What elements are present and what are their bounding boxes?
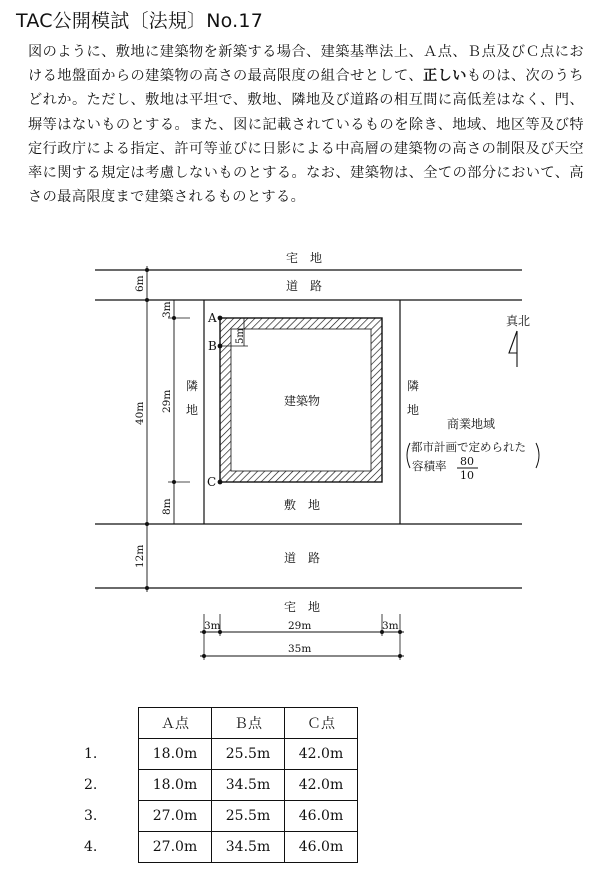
dim-road-top: 6m xyxy=(134,275,146,292)
cell-c: 42.0m xyxy=(285,770,358,801)
cell-a: 27.0m xyxy=(139,801,212,832)
cell-c: 42.0m xyxy=(285,739,358,770)
point-b-label: B xyxy=(208,339,217,353)
cell-b: 34.5m xyxy=(212,832,285,863)
cell-a: 18.0m xyxy=(139,739,212,770)
dim-h-right: 3m xyxy=(382,620,399,632)
neighbor-right-1: 隣 xyxy=(407,379,420,393)
zone-note-2: 容積率 xyxy=(412,459,447,473)
choice-number: 2. xyxy=(84,777,98,793)
cell-b: 34.5m xyxy=(212,770,285,801)
answer-header-row xyxy=(84,708,358,739)
cell-c: 46.0m xyxy=(285,832,358,863)
header-b: Ｂ点 xyxy=(212,708,285,739)
dim-a-offset: 3m xyxy=(161,301,173,318)
neighbor-left-2: 地 xyxy=(186,403,199,417)
neighbor-right-2: 地 xyxy=(407,403,420,417)
question-text-after: ものは、次のうちどれか。ただし、敷地は平坦で、敷地、隣地及び道路の相互間に高低差はなく、門、塀等はないものとする。また、図に記載されているものを除き、地域、地区等及び特定行政庁による指定、許可等並びに日影による中高層の建築物の高さの制限及び天空率に関する規定は考慮しないものとする。なお、建築物は、全ての部分において、高さの最高限度まで建築されるものとする。 xyxy=(28,68,584,206)
choice-number: 3. xyxy=(84,808,98,824)
cell-a: 27.0m xyxy=(139,832,212,863)
answer-row xyxy=(84,770,358,801)
far-denominator: 10 xyxy=(460,469,474,482)
answer-row xyxy=(84,739,358,770)
dim-h-left: 3m xyxy=(204,620,221,632)
page-title: TAC公開模試〔法規〕No.17 xyxy=(16,10,263,32)
bottom-land-label: 宅 地 xyxy=(284,600,321,614)
point-c-label: C xyxy=(207,475,217,489)
answer-table xyxy=(84,707,358,863)
question-text xyxy=(28,40,584,209)
choice-number: 1. xyxy=(84,746,98,762)
answer-row xyxy=(84,801,358,832)
far-numerator: 80 xyxy=(460,455,474,468)
bottom-road-label: 道 路 xyxy=(284,551,321,565)
north-label: 真北 xyxy=(506,314,531,328)
answer-row xyxy=(84,832,358,863)
point-c-dot xyxy=(218,480,223,485)
dim-mid-v: 29m xyxy=(161,389,173,413)
dim-b-offset: 5m xyxy=(235,328,246,344)
north-arrow-icon xyxy=(509,331,517,367)
point-a-dot xyxy=(218,316,223,321)
neighbor-left-1: 隣 xyxy=(186,379,199,393)
question-text-before: 図のように、敷地に建築物を新築する場合、建築基準法上、Ａ点、Ｂ点及びＣ点における地盤面からの建築物の高さの最高限度の組合せとして、 xyxy=(28,44,584,85)
cell-b: 25.5m xyxy=(212,739,285,770)
site-label: 敷 地 xyxy=(284,498,321,512)
header-a: Ａ点 xyxy=(139,708,212,739)
cell-a: 18.0m xyxy=(139,770,212,801)
point-a-label: A xyxy=(208,311,217,325)
cell-c: 46.0m xyxy=(285,801,358,832)
dim-h-mid: 29m xyxy=(288,620,312,632)
building-label: 建築物 xyxy=(284,394,321,408)
choice-number: 4. xyxy=(84,839,98,855)
dim-c-offset: 8m xyxy=(161,498,173,515)
cell-b: 25.5m xyxy=(212,801,285,832)
dim-total-v: 40m xyxy=(134,401,146,425)
question-emphasis: 正しい xyxy=(423,68,467,85)
dim-h-total: 35m xyxy=(288,643,312,655)
zone-note-1: 都市計画で定められた xyxy=(411,440,526,454)
header-c: Ｃ点 xyxy=(285,708,358,739)
top-land-label: 宅 地 xyxy=(286,251,323,265)
dim-road-bottom: 12m xyxy=(134,544,146,568)
site-diagram xyxy=(0,240,600,670)
zone-label: 商業地域 xyxy=(447,417,496,431)
top-road-label: 道 路 xyxy=(286,279,323,293)
